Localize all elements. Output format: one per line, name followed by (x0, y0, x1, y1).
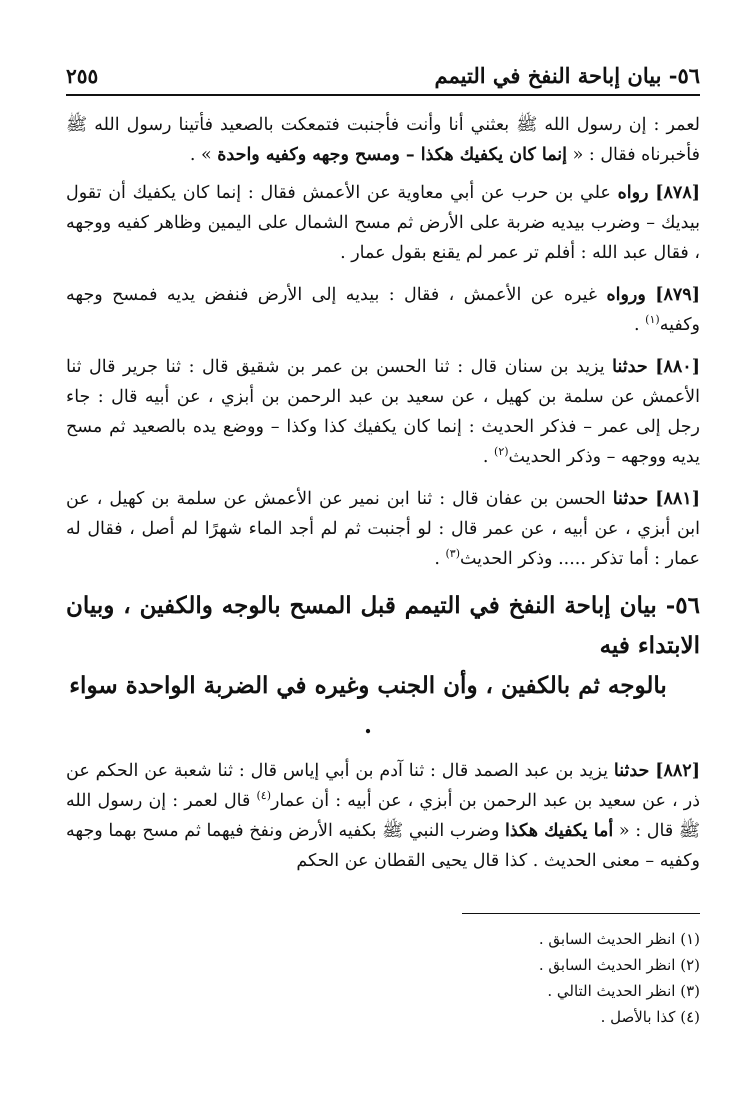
footnote-ref: (٣) (445, 547, 460, 561)
paragraph-text: . (482, 447, 495, 467)
footnote: (١) انظر الحديث السابق . (538, 930, 700, 948)
hadith-880 (66, 352, 700, 472)
hadith-882 (66, 756, 700, 876)
hadith-878 (66, 178, 700, 268)
page-number: ٢٥٥ (66, 64, 99, 88)
page-header (66, 50, 700, 96)
footnote-ref: (١) (645, 313, 660, 327)
chapter-heading (66, 586, 700, 746)
narration-lead: ورواه (606, 285, 646, 305)
chapter-heading-line: ٥٦- بيان إباحة النفخ في التيمم قبل المسح بالوجه والكفين ، وبيان الابتداء فيه (66, 592, 700, 659)
footnote: (٣) انظر الحديث التالي . (547, 982, 700, 1000)
paragraph-text: يزيد بن سنان قال : ثنا الحسن بن عمر بن شقيق قال : ثنا جرير قال ثنا الأعمش عن سلمة بن كهيل ، عن سعيد بن عبد الرحمن بن أبزي ، عن أبيه قال : جاء رجل إلى عمر – فذكر الحديث : إنما كان يكفيك كذا وكذا – ووضع يده بالصعيد ثم مسح يديه ووجهه – وذكر الحديث (66, 357, 700, 467)
footnote-ref: (٤) (256, 789, 271, 803)
paragraph-text: » . (189, 145, 218, 165)
paragraph-text: الحسن بن عفان قال : ثنا ابن نمير عن الأعمش عن سلمة بن كهيل ، عن ابن أبزي ، عن أبيه ، عن عمر قال : لو أجنبت ثم لم أجد الماء شهرًا لم أصل ، فقال له عمار : أما تذكر ..... وذكر الحديث (66, 489, 700, 569)
footnote: (٤) كذا بالأصل . (600, 1008, 700, 1026)
paragraph-text: غيره عن الأعمش ، فقال : بيديه إلى الأرض فنفض يديه فمسح وجهه وكفيه (66, 285, 700, 335)
hadith-number: [٨٨١] (655, 489, 700, 509)
hadith-number: [٨٨٢] (655, 761, 700, 781)
hadith-number: [٨٨٠] (655, 357, 700, 377)
paragraph-continuation (66, 110, 700, 170)
hadith-quote: أما يكفيك هكذا (505, 821, 614, 841)
hadith-881 (66, 484, 700, 574)
paragraph-text: قال لعمر : إن رسول الله ﷺ قال : « (66, 791, 700, 841)
running-title: ٥٦- بيان إباحة النفخ في التيمم (434, 63, 700, 88)
hadith-number: [٨٧٩] (655, 285, 700, 305)
hadith-879 (66, 280, 700, 340)
paragraph-text: علي بن حرب عن أبي معاوية عن الأعمش فقال : إنما كان يكفيك أن تقول بيديك – وضرب بيديه ضربة على الأرض ثم مسح الشمال على اليمين وظاهر كفيه ووجهه ، فقال عبد الله : أفلم تر عمر لم يقنع بقول عمار . (66, 183, 700, 263)
hadith-quote: إنما كان يكفيك هكذا – ومسح وجهه وكفيه واحدة (217, 145, 568, 165)
paragraph-text: . (634, 315, 646, 335)
narration-lead: حدثنا (612, 489, 649, 509)
paragraph-text: لعمر : إن رسول الله ﷺ بعثني أنا وأنت فأجنبت فتمعكت بالصعيد فأتينا رسول الله ﷺ فأخبرناه فقال : « (66, 115, 700, 165)
paragraph-text: وضرب النبي ﷺ بكفيه الأرض ونفخ فيهما ثم مسح بهما وجهه وكفيه – معنى الحديث . كذا قال يحيى القطان عن الحكم (66, 821, 700, 871)
narration-lead: رواه (617, 183, 649, 203)
footnote-divider (462, 913, 700, 914)
main-text (66, 110, 700, 888)
hadith-number: [٨٧٨] (655, 183, 700, 203)
footnote-ref: (٢) (494, 445, 509, 459)
chapter-heading-line: بالوجه ثم بالكفين ، وأن الجنب وغيره في الضربة الواحدة سواء . (69, 672, 667, 739)
footnotes (300, 926, 700, 1030)
paragraph-text: يزيد بن عبد الصمد قال : ثنا آدم بن أبي إياس قال : ثنا شعبة عن الحكم عن ذر ، عن سعيد بن عبد الرحمن بن أبزي ، عن أبيه : أن عمار (66, 761, 700, 811)
narration-lead: حدثنا (612, 357, 648, 377)
paragraph-text: . (434, 549, 446, 569)
narration-lead: حدثنا (613, 761, 650, 781)
footnote: (٢) انظر الحديث السابق . (538, 956, 700, 974)
